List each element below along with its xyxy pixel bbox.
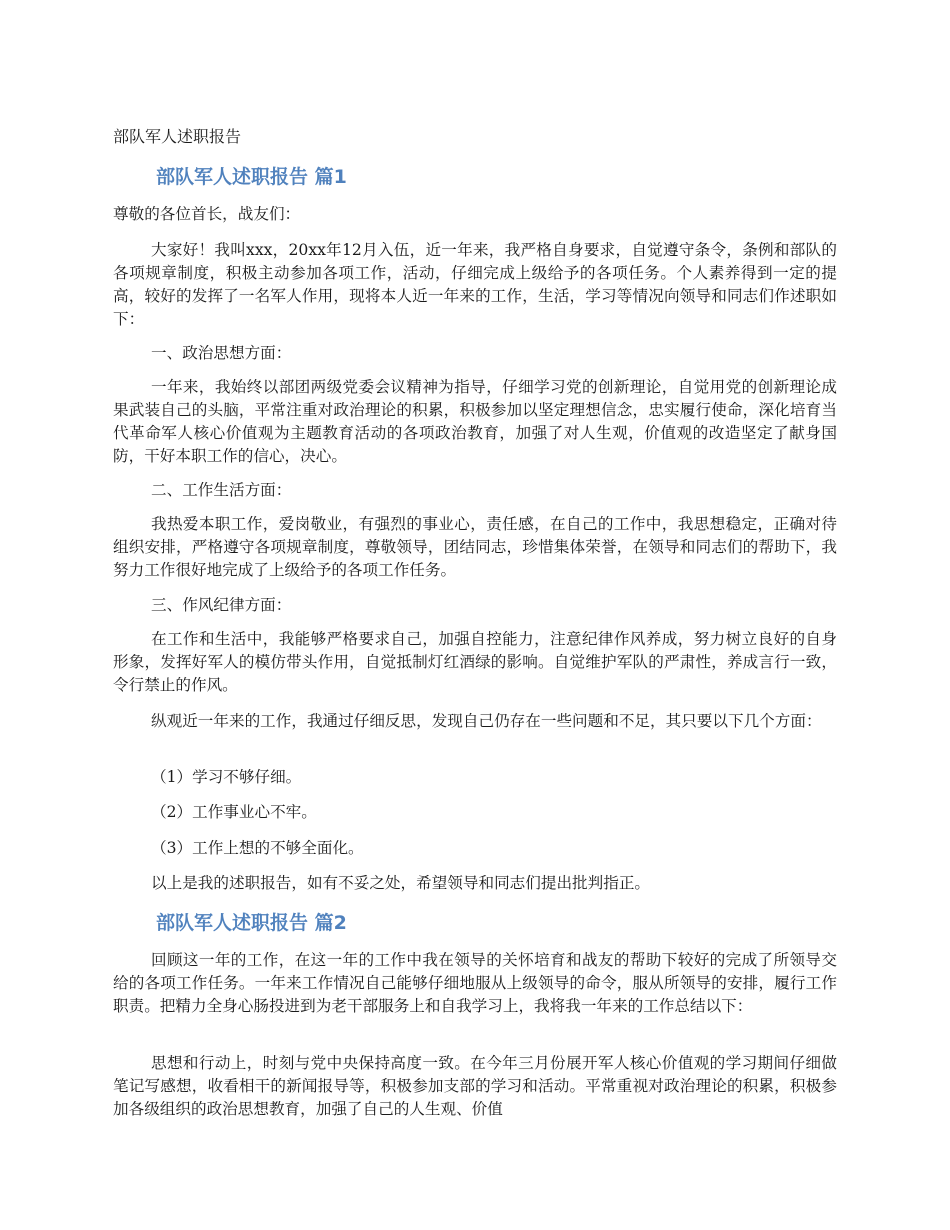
section-heading-1: 部队军人述职报告 篇1 [156, 166, 347, 188]
issue-item: （1）学习不够仔细。 [151, 768, 302, 786]
issue-item: （2）工作事业心不牢。 [151, 803, 317, 821]
part3-title: 三、作风纪律方面： [151, 596, 292, 614]
document-title: 部队军人述职报告 [113, 127, 242, 146]
review-paragraph: 纵观近一年来的工作，我通过仔细反思，发现自己仍存在一些问题和不足，其只要以下几个方面： [151, 712, 822, 730]
intro-paragraph: 大家好！我叫xxx，20xx年12月入伍，近一年来，我严格自身要求，自觉遵守条令，条例和部队的各项规章制度，积极主动参加各项工作，活动，仔细完成上级给予的各项任务。个人素养得到一定的提高，较好的发挥了一名军人作用，现将本人近一年来的工作，生活，学习等情况向领导和同志们作述职如下： [113, 241, 837, 328]
part1-body: 一年来，我始终以部团两级党委会议精神为指导，仔细学习党的创新理论，自觉用党的创新理论成果武装自己的头脑，平常注重对政治理论的积累，积极参加以坚定理想信念，忠实履行使命，深化培育当代革命军人核心价值观为主题教育活动的各项政治教育，加强了对人生观，价值观的改造坚定了献身国防，干好本职工作的信心，决心。 [113, 378, 837, 465]
section2-intro: 回顾这一年的工作，在这一年的工作中我在领导的关怀培育和战友的帮助下较好的完成了所领导交给的各项工作任务。一年来工作情况自己能够仔细地服从上级领导的命令，服从所领导的安排，履行工作职责。把精力全身心肠投进到为老干部服务上和自我学习上，我将我一年来的工作总结以下： [113, 951, 837, 1015]
issue-item: （3）工作上想的不够全面化。 [151, 839, 364, 857]
part2-body: 我热爱本职工作，爱岗敬业，有强烈的事业心，责任感，在自己的工作中，我思想稳定，正确对待组织安排，严格遵守各项规章制度，尊敬领导，团结同志，珍惜集体荣誉，在领导和同志们的帮助下，我努力工作很好地完成了上级给予的各项工作任务。 [113, 515, 837, 579]
closing-paragraph: 以上是我的述职报告，如有不妥之处，希望领导和同志们提出批判指正。 [151, 874, 651, 892]
salutation: 尊敬的各位首长，战友们： [113, 205, 301, 223]
section-heading-2: 部队军人述职报告 篇2 [156, 912, 347, 934]
part2-title: 二、工作生活方面： [151, 481, 292, 499]
part3-body: 在工作和生活中，我能够严格要求自己，加强自控能力，注意纪律作风养成，努力树立良好的自身形象，发挥好军人的模仿带头作用，自觉抵制灯红酒绿的影响。自觉维护军队的严肃性，养成言行一致，令行禁止的作风。 [113, 630, 837, 694]
part1-title: 一、政治思想方面： [151, 344, 292, 362]
section2-paragraph: 思想和行动上，时刻与党中央保持高度一致。在今年三月份展开军人核心价值观的学习期间仔细做笔记写感想，收看相干的新闻报导等，积极参加支部的学习和活动。平常重视对政治理论的积累，积极参加各级组织的政治思想教育，加强了自己的人生观、价值 [113, 1054, 837, 1118]
